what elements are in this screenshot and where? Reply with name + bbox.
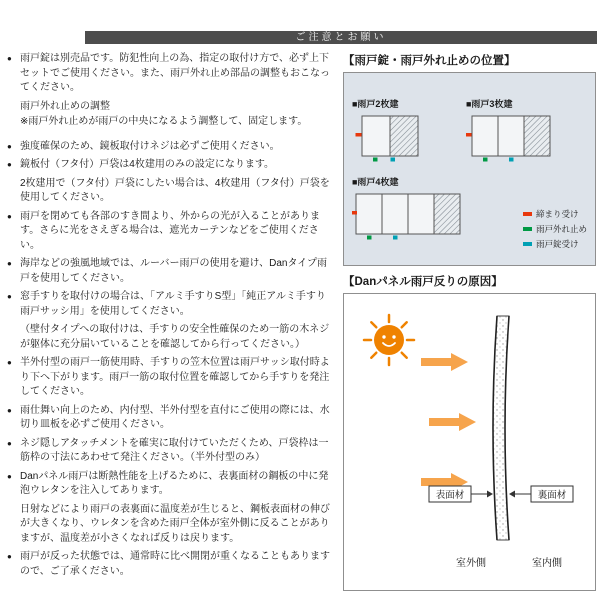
lock-receiver-mark: [509, 158, 514, 162]
bullet-icon: ●: [7, 358, 12, 367]
diagram-legend: [523, 208, 587, 253]
panel-warp-box: [343, 293, 596, 591]
legend-row: [523, 238, 587, 250]
note-text: 鏡板付（フタ付）戸袋は4枚建用のみの設定になります。: [20, 159, 275, 170]
sun-eye: [382, 335, 385, 338]
sun-icon: [364, 315, 414, 365]
note-item: [7, 257, 334, 286]
shutter-diagram-2panel: [352, 97, 424, 164]
shutter-position-box: [343, 72, 596, 266]
diagram-label: ■雨戸4枚建: [352, 177, 399, 187]
shutter-3panel-drawing: [466, 112, 558, 164]
hatched-panel: [390, 116, 418, 156]
note-text: ネジ隠しアタッチメントを確実に取付けていただくため、戸袋枠は一筋枠の寸法にあわせて発注ください。（半外付型のみ）: [20, 437, 329, 463]
warp-cause-drawing: [351, 300, 589, 582]
legend-swatch-lock-receiver: [523, 242, 532, 246]
bullet-icon: ●: [7, 292, 12, 301]
legend-label: 締まり受け: [535, 209, 579, 219]
bullet-icon: ●: [7, 471, 12, 481]
back-label-arrowhead: [509, 491, 515, 498]
sun-eye: [392, 335, 395, 338]
note-text: ※雨戸外れ止めが雨戸の中央になるよう調整して、固定します。: [20, 116, 308, 127]
note-item: [7, 140, 334, 155]
bullet-icon: ●: [7, 141, 12, 151]
front-label-arrowhead: [487, 491, 493, 498]
lock-receiver-mark: [393, 236, 398, 240]
hatched-panel: [434, 194, 460, 234]
legend-swatch-stopper: [523, 227, 532, 231]
note-item: [7, 437, 334, 466]
position-section-title: 【雨戸錠・雨戸外れ止めの位置】: [343, 55, 516, 67]
note-item: [7, 404, 334, 433]
note-item: [7, 177, 334, 206]
hatched-panel: [524, 116, 550, 156]
note-item: [7, 210, 334, 254]
note-text: 日射などにより雨戸の表裏面に温度差が生じると、鋼板表面材の伸びが大きくなり、ウレタンを含めた雨戸全体が室外側に反ることがありますが、温度差が小さくなれば反りは戻ります。: [20, 503, 330, 544]
note-text: 半外付型の雨戸一筋使用時、手すりの笠木位置は雨戸サッシ取付時より下へ下がります。雨戸一筋の取付位置を確認してから手すりを発注してください。: [20, 357, 330, 397]
bullet-icon: ●: [7, 259, 12, 268]
note-text: 雨仕舞い向上のため、内付型、半外付型を直付にご使用の際には、水切り皿板を必ずご使用ください。: [20, 404, 330, 430]
stopper-mark: [367, 236, 372, 240]
shutter-4panel-drawing: [352, 190, 472, 242]
lock-receiver-mark: [391, 158, 396, 162]
stopper-mark: [483, 158, 488, 162]
diagrams-column: [343, 52, 596, 594]
shutter-diagram-3panel: [466, 97, 558, 164]
note-text: Danパネル雨戸は断熱性能を上げるために、表裏面材の鋼板の中に発泡ウレタンを注入してあります。: [20, 470, 329, 496]
note-subheading: [7, 100, 334, 115]
note-text: （壁付タイプへの取付けは、手すりの安全性確保のため一筋の木ネジが躯体に充分届いていることを確認してから行ってください。）: [20, 324, 330, 350]
note-text: 雨戸錠は別売品です。防犯性向上の為、指定の取付け方で、必ず上下セットでご使用ください。また、雨戸外れ止め部品の調整もおこなってください。: [20, 53, 330, 93]
note-item: [7, 356, 334, 400]
bullet-icon: ●: [7, 552, 12, 561]
note-text: 雨戸外れ止めの調整: [20, 100, 110, 112]
note-item: [7, 550, 334, 579]
catch-receiver-mark: [352, 211, 357, 215]
warp-section-title: 【Danパネル雨戸反りの原因】: [343, 276, 503, 288]
note-item: [7, 115, 334, 130]
outdoor-side-label: 室外側: [455, 558, 486, 569]
note-text: 窓手すりを取付けの場合は、「アルミ手すりS型」「純正アルミ手すり雨戸サッシ用」を使用してください。: [20, 291, 326, 317]
notes-column: [7, 52, 334, 594]
shutter-diagram-4panel: [352, 175, 472, 242]
note-text: 雨戸が反った状態では、通常時に比べ開閉が重くなることもありますので、ご了承ください。: [20, 551, 330, 577]
bullet-icon: ●: [7, 211, 12, 221]
front-material-label: 表面材: [435, 490, 464, 501]
legend-swatch-catch-receiver: [523, 212, 532, 216]
note-item: [7, 290, 334, 319]
content-area: [7, 52, 596, 594]
bullet-icon: ●: [7, 405, 12, 415]
diagram-label: ■雨戸2枚建: [352, 99, 399, 109]
heat-arrow-icon: [421, 353, 468, 371]
legend-label: 雨戸外れ止め: [535, 224, 587, 234]
note-text: 強度確保のため、鏡板取付けネジは必ずご使用ください。: [20, 140, 280, 152]
note-text: 2枚建用で（フタ付）戸袋にしたい場合は、4枚建用（フタ付）戸袋を使用してください。: [20, 177, 330, 203]
note-item: [7, 503, 334, 547]
note-item: [7, 323, 334, 352]
catch-receiver-mark: [466, 133, 472, 137]
note-item: [7, 52, 334, 96]
diagram-label: ■雨戸3枚建: [466, 99, 513, 109]
bullet-icon: ●: [7, 160, 12, 169]
notice-bar-title: ご注意とお願い: [295, 32, 387, 43]
note-item: [7, 470, 334, 499]
bullet-icon: ●: [7, 54, 12, 63]
stopper-mark: [373, 158, 378, 162]
legend-row: [523, 223, 587, 235]
shutter-2panel-drawing: [352, 112, 424, 164]
note-text: 雨戸を閉めても各部のすき間より、外からの光が入ることがあります。さらに光をさえぎる場合は、遮光カーテンなどをご使用ください。: [20, 210, 320, 251]
notice-bar: [85, 31, 597, 44]
catch-receiver-mark: [356, 133, 362, 137]
note-item: [7, 158, 334, 173]
legend-label: 雨戸錠受け: [535, 239, 579, 249]
note-text: 海岸などの強風地域では、ルーバー雨戸の使用を避け、Danタイプ雨戸を使用してください。: [20, 258, 327, 284]
indoor-side-label: 室内側: [531, 558, 562, 569]
bullet-icon: ●: [7, 438, 12, 448]
back-material-label: 裏面材: [537, 490, 566, 501]
heat-arrow-icon: [429, 413, 476, 431]
legend-row: [523, 208, 587, 220]
sun-face: [374, 325, 404, 355]
